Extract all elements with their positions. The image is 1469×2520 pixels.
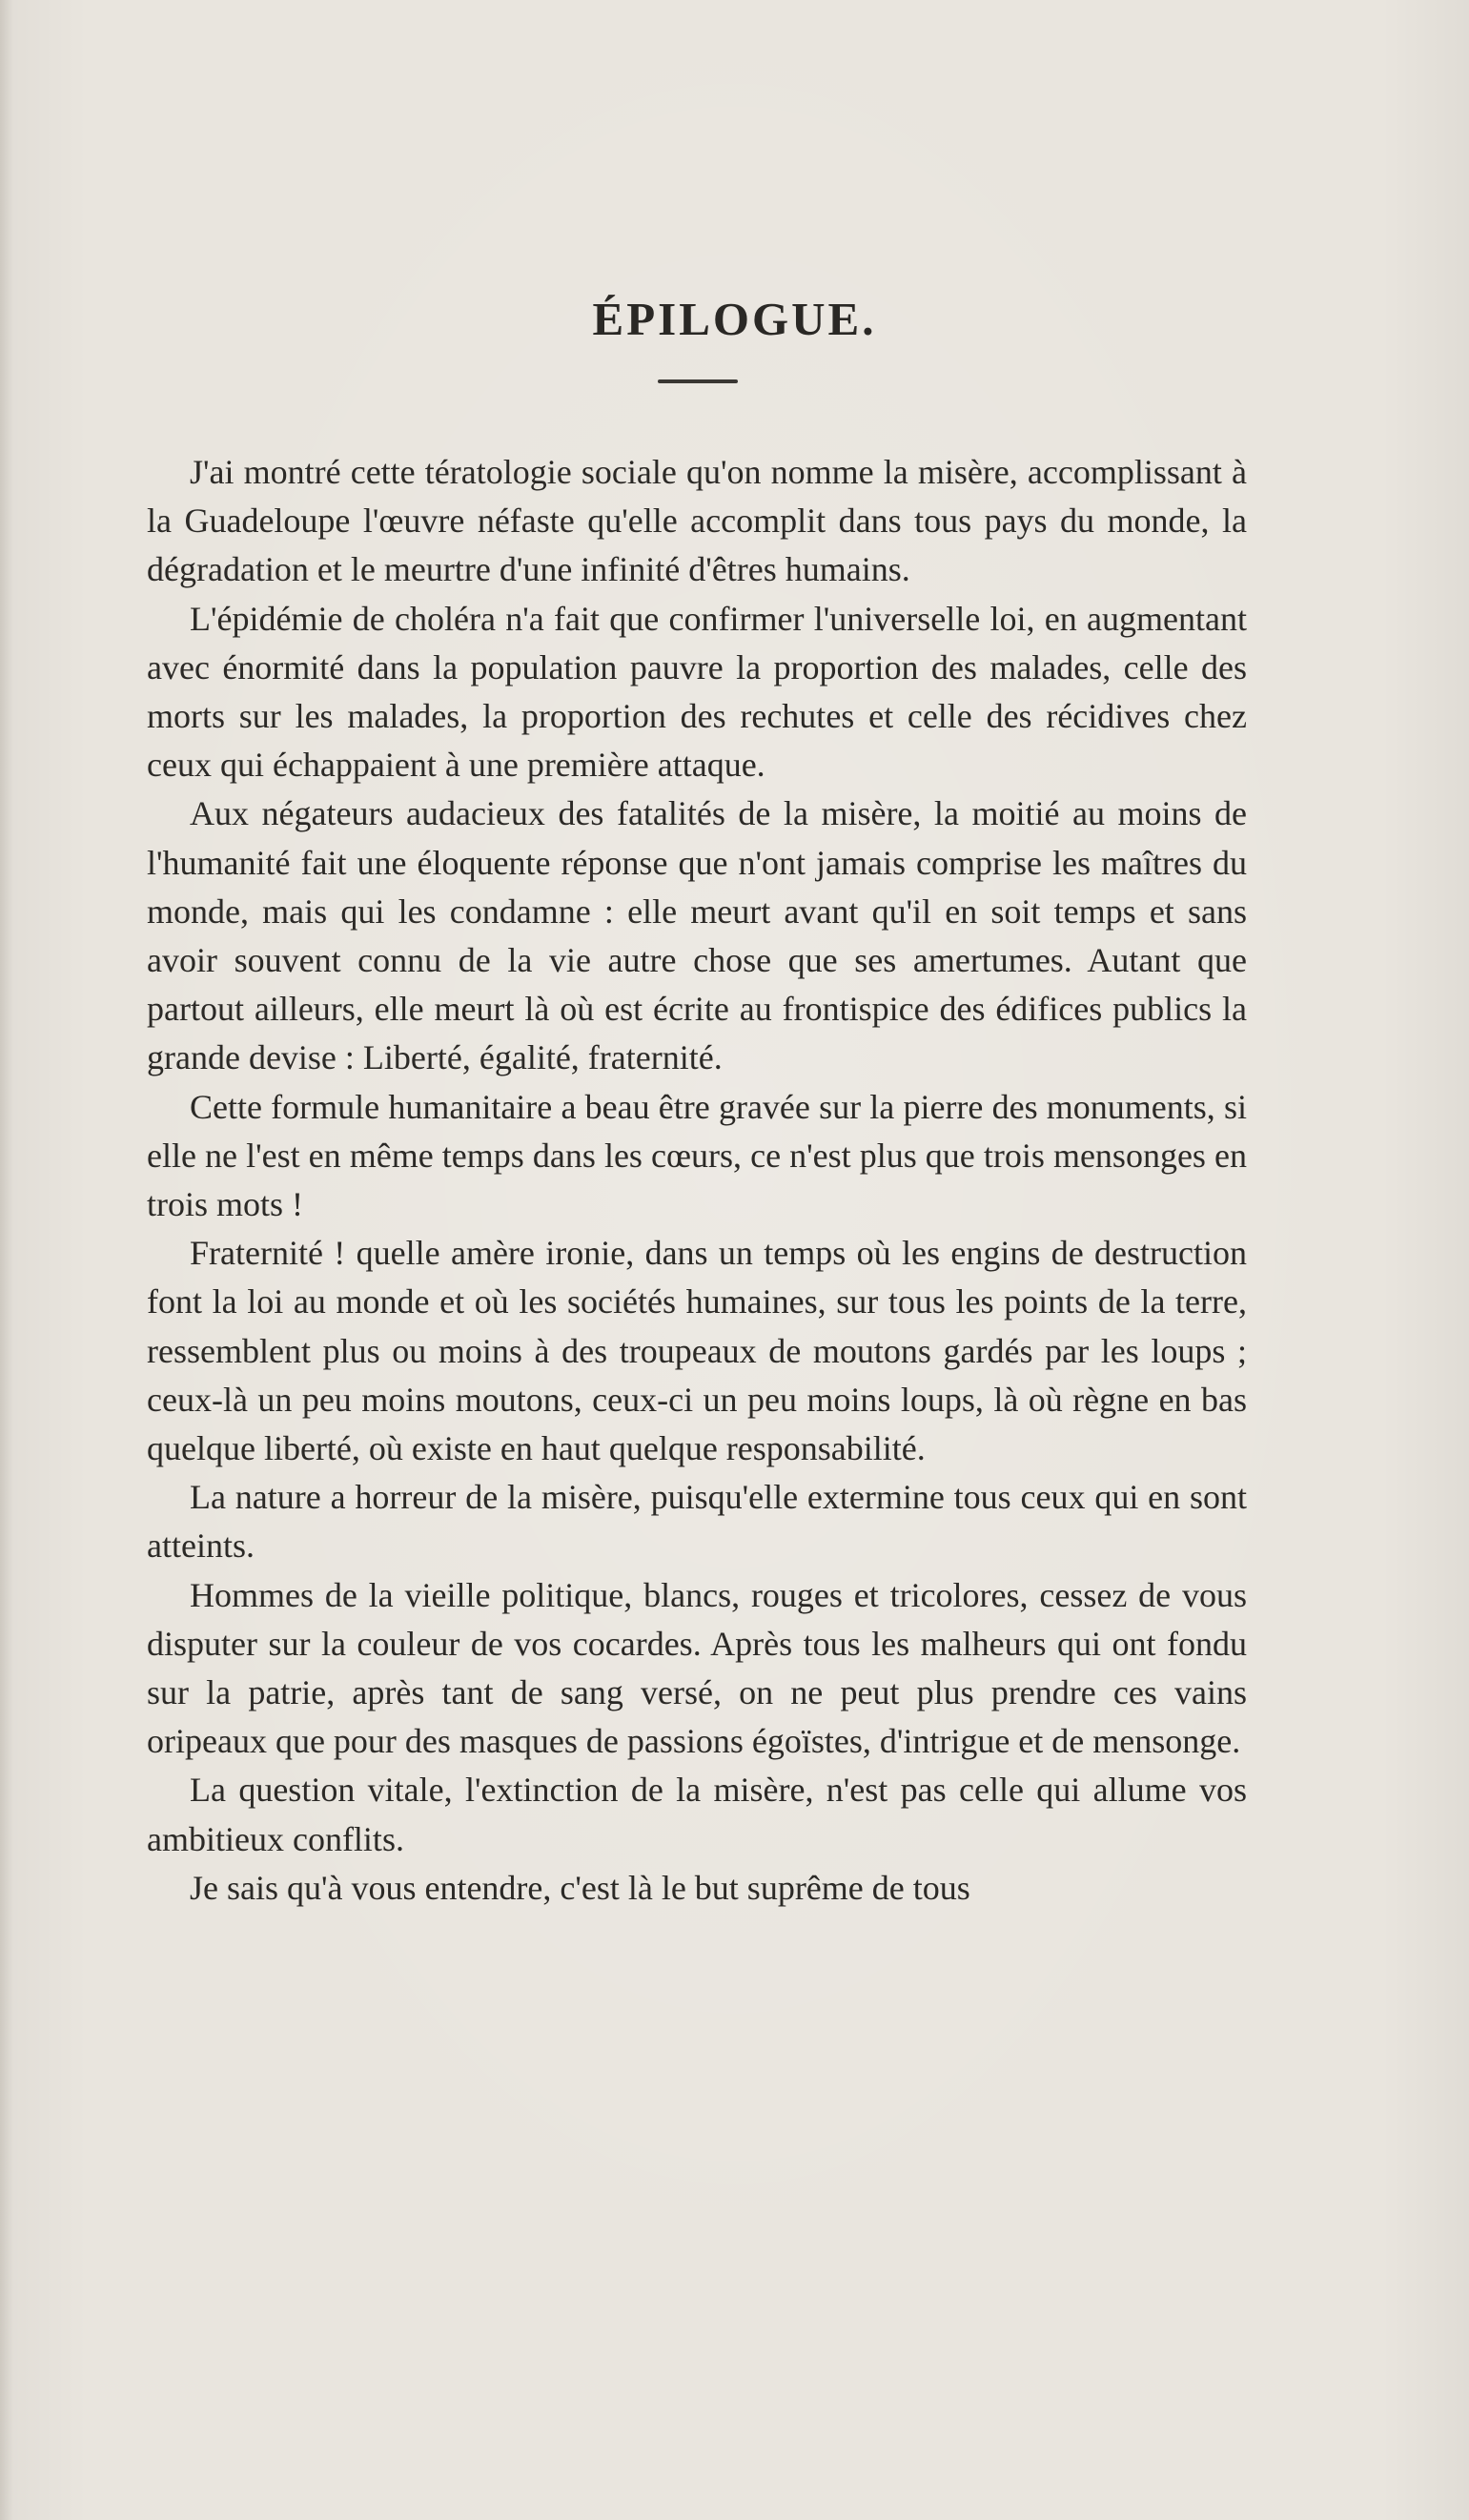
- title-rule-divider: [658, 379, 738, 383]
- paragraph: Aux négateurs audacieux des fatalités de la misère, la moitié au moins de l'humanité fait une éloquente réponse que n'ont jamais comprise les maîtres du monde, mais qui les condamne : elle meurt avant qu'il en soit temps et sans avoir souvent connu de la vie autre chose que ses amertumes. Autant que partout ailleurs, elle meurt là où est écrite au frontispice des édifices publics la grande devise : Liberté, égalité, fraternité.: [147, 794, 1247, 1077]
- paragraph: Fraternité ! quelle amère ironie, dans un temps où les engins de destruction font la loi au monde et où les sociétés humaines, sur tous les points de la terre, ressemblent plus ou moins à des troupeaux de moutons gardés par les loups ; ceux-là un peu moins moutons, ceux-ci un peu moins loups, là où règne en bas quelque liberté, où existe en haut quelque responsabilité.: [147, 1234, 1247, 1468]
- paragraph: Je sais qu'à vous entendre, c'est là le but suprême de tous: [190, 1868, 970, 1907]
- page-fold-shadow: [0, 0, 13, 2520]
- body-text: [147, 448, 1247, 1913]
- chapter-title: ÉPILOGUE.: [592, 292, 877, 345]
- paragraph: La question vitale, l'extinction de la misère, n'est pas celle qui allume vos ambitieux conflits.: [147, 1771, 1247, 1858]
- paragraph: Cette formule humanitaire a beau être gravée sur la pierre des monuments, si elle ne l'est en même temps dans les cœurs, ce n'est plus que trois mensonges en trois mots !: [147, 1087, 1247, 1224]
- paragraph: L'épidémie de choléra n'a fait que confirmer l'universelle loi, en augmentant avec énormité dans la population pauvre la proportion des malades, celle des morts sur les malades, la proportion des rechutes et celle des récidives chez ceux qui échappaient à une première attaque.: [147, 599, 1247, 785]
- paragraph: J'ai montré cette tératologie sociale qu'on nomme la misère, accomplissant à la Guadeloupe l'œuvre néfaste qu'elle accomplit dans tous pays du monde, la dégradation et le meurtre d'une infinité d'êtres humains.: [147, 453, 1247, 589]
- paragraph: La nature a horreur de la misère, puisqu'elle extermine tous ceux qui en sont atteints.: [147, 1478, 1247, 1566]
- paragraph: Hommes de la vieille politique, blancs, rouges et tricolores, cessez de vous disputer sur la couleur de vos cocardes. Après tous les malheurs qui ont fondu sur la patrie, après tant de sang versé, on ne peut plus prendre ces vains oripeaux que pour des masques de passions égoïstes, d'intrigue et de mensonge.: [147, 1575, 1247, 1761]
